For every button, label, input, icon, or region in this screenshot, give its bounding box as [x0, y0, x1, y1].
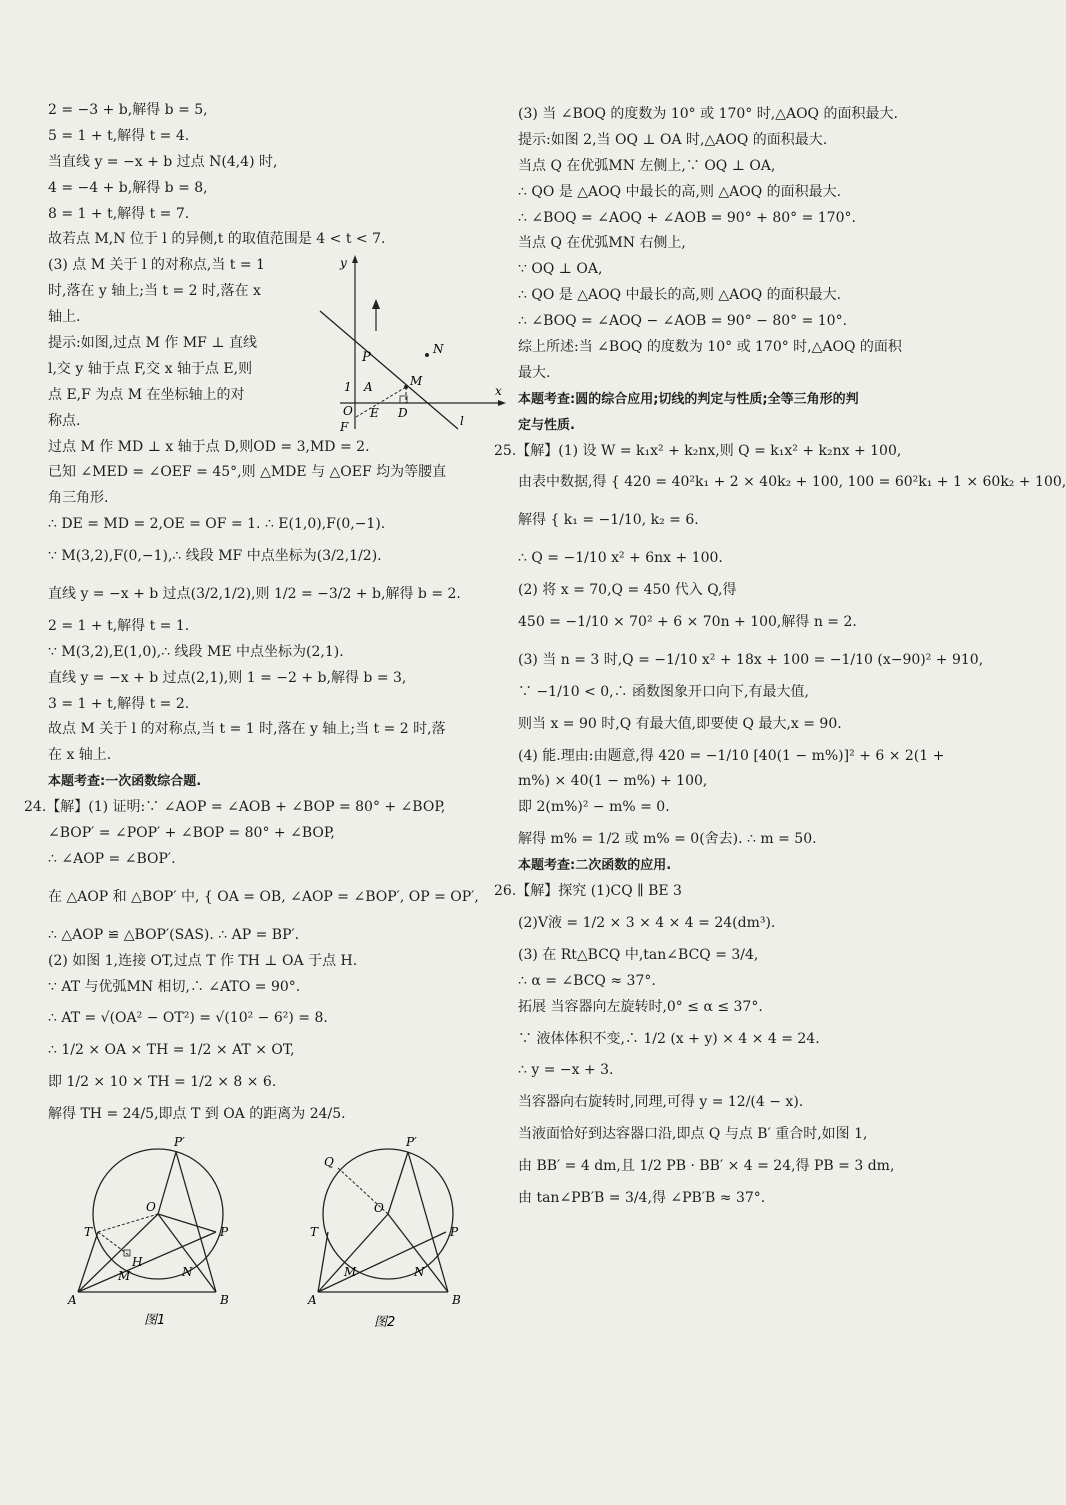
- fig1-label-b: B: [220, 1292, 229, 1307]
- text-line: (3) 当 ∠BOQ 的度数为 10° 或 170° 时,△AOQ 的面积最大.: [518, 106, 898, 122]
- topic-note: 本题考查:圆的综合应用;切线的判定与性质;全等三角形的判: [518, 391, 859, 407]
- text-line: 直线 y = −x + b 过点(2,1),则 1 = −2 + b,解得 b = 3,: [48, 669, 407, 686]
- label-y: y: [340, 256, 347, 271]
- text-line: 解得 m% = 1/2 或 m% = 0(舍去). ∴ m = 50.: [518, 831, 817, 848]
- fig1-label-h: H: [132, 1254, 143, 1269]
- question-25-heading: 25.【解】(1) 设 W = k₁x² + k₂nx,则 Q = k₁x² + k₂nx + 100,: [494, 442, 902, 459]
- text-line: 拓展 当容器向左旋转时,0° ≤ α ≤ 37°.: [518, 998, 763, 1015]
- topic-note: 本题考查:二次函数的应用.: [518, 858, 672, 874]
- figure-1: [67, 1135, 229, 1328]
- text-line: 8 = 1 + t,解得 t = 7.: [48, 205, 190, 222]
- text-line: (2)V液 = 1/2 × 3 × 4 × 4 = 24(dm³).: [518, 914, 776, 931]
- text-line: ∴ DE = MD = 2,OE = OF = 1. ∴ E(1,0),F(0,−1).: [48, 516, 386, 533]
- coordinate-figure: [310, 253, 510, 433]
- text-line: 3 = 1 + t,解得 t = 2.: [48, 695, 190, 712]
- text-line: (3) 点 M 关于 l 的对称点,当 t = 1: [48, 257, 265, 274]
- text-line: 2 = −3 + b,解得 b = 5,: [48, 102, 208, 118]
- x-axis-arrow: [498, 400, 506, 406]
- fig1-label-m: M: [118, 1268, 131, 1283]
- text-line: ∵ M(3,2),E(1,0),∴ 线段 ME 中点坐标为(2,1).: [48, 643, 344, 660]
- line-l: [320, 311, 458, 429]
- fig1-label-t: T: [84, 1224, 93, 1239]
- text-line: ∵ AT 与优弧MN 相切,∴ ∠ATO = 90°.: [48, 978, 301, 995]
- label-p: P: [362, 350, 371, 366]
- label-o: O: [343, 404, 353, 419]
- fig2-label-a: A: [308, 1292, 317, 1307]
- text-line: 即 1/2 × 10 × TH = 1/2 × 8 × 6.: [48, 1074, 277, 1091]
- text-line: 直线 y = −x + b 过点(3/2,1/2),则 1/2 = −3/2 + b,解得 b = 2.: [48, 586, 461, 603]
- text-line: 点 E,F 为点 M 在坐标轴上的对: [48, 386, 245, 403]
- text-line: 提示:如图,过点 M 作 MF ⊥ 直线: [48, 335, 257, 352]
- text-line: ∠BOP′ = ∠POP′ + ∠BOP = 80° + ∠BOP,: [48, 825, 335, 842]
- label-x: x: [495, 384, 502, 399]
- topic-note: 定与性质.: [518, 417, 575, 433]
- text-line: 故若点 M,N 位于 l 的异侧,t 的取值范围是 4 < t < 7.: [48, 231, 386, 248]
- wrapped-section: [48, 253, 510, 434]
- fig2-label-m: M: [344, 1264, 357, 1279]
- text-line: (2) 将 x = 70,Q = 450 代入 Q,得: [518, 582, 737, 599]
- text-line: 即 2(m%)² − m% = 0.: [518, 799, 670, 816]
- point-n: [425, 353, 429, 357]
- question-24-heading: 24.【解】(1) 证明:∵ ∠AOP = ∠AOB + ∠BOP = 80° + ∠BOP,: [24, 799, 446, 816]
- label-n: N: [433, 342, 444, 357]
- fig1-label-n: N: [182, 1264, 193, 1279]
- circle-figures: [48, 1132, 488, 1332]
- text-line: m%) × 40(1 − m%) + 100,: [518, 773, 708, 790]
- text-line: 由表中数据,得 { 420 = 40²k₁ + 2 × 40k₂ + 100, 100 = 60²k₁ + 1 × 60k₂ + 100,: [518, 474, 1066, 491]
- text-line: ∵ OQ ⊥ OA,: [518, 261, 603, 278]
- fig2-label-b: B: [452, 1292, 461, 1307]
- text-line: 过点 M 作 MD ⊥ x 轴于点 D,则OD = 3,MD = 2.: [48, 438, 370, 455]
- text-line: 提示:如图 2,当 OQ ⊥ OA 时,△AOQ 的面积最大.: [518, 131, 828, 148]
- fig1-label-a: A: [68, 1292, 77, 1307]
- text-line: 当容器向右旋转时,同理,可得 y = 12/(4 − x).: [518, 1094, 804, 1111]
- text-line: 在 △AOP 和 △BOP′ 中, { OA = OB, ∠AOP = ∠BOP′, OP = OP′,: [48, 888, 479, 905]
- point-m: [404, 385, 408, 389]
- text-line: 则当 x = 90 时,Q 有最大值,即要使 Q 最大,x = 90.: [518, 715, 842, 732]
- text-line: l,交 y 轴于点 F,交 x 轴于点 E,则: [48, 360, 253, 377]
- label-e: E: [370, 406, 379, 421]
- fig1-label-o: O: [146, 1199, 156, 1214]
- text-line: 2 = 1 + t,解得 t = 1.: [48, 617, 190, 634]
- text-line: 由 tan∠PB′B = 3/4,得 ∠PB′B ≈ 37°.: [518, 1189, 766, 1206]
- text-line: 4 = −4 + b,解得 b = 8,: [48, 179, 208, 196]
- text-line: 由 BB′ = 4 dm,且 1/2 PB · BB′ × 4 = 24,得 PB = 3 dm,: [518, 1158, 895, 1175]
- text-line: ∵ 液体体积不变,∴ 1/2 (x + y) × 4 × 4 = 24.: [518, 1030, 820, 1047]
- text-line: ∴ α = ∠BCQ ≈ 37°.: [518, 972, 656, 989]
- text-line: (3) 当 n = 3 时,Q = −1/10 x² + 18x + 100 = −1/10 (x−90)² + 910,: [518, 651, 984, 668]
- text-line: ∴ ∠AOP = ∠BOP′.: [48, 850, 176, 867]
- text-line: (2) 如图 1,连接 OT,过点 T 作 TH ⊥ OA 于点 H.: [48, 952, 358, 969]
- text-line: 称点.: [48, 412, 81, 429]
- text-line: ∴ QO 是 △AOQ 中最长的高,则 △AOQ 的面积最大.: [518, 183, 842, 200]
- text-line: 角三角形.: [48, 490, 109, 507]
- fig2-label-o: O: [374, 1200, 384, 1215]
- text-line: 450 = −1/10 × 70² + 6 × 70n + 100,解得 n = 2.: [518, 614, 857, 631]
- text-line: 当液面恰好到达容器口沿,即点 Q 与点 B′ 重合时,如图 1,: [518, 1126, 868, 1143]
- left-column: [24, 98, 510, 1332]
- fig2-label-q: Q: [324, 1154, 334, 1169]
- text-line: (3) 在 Rt△BCQ 中,tan∠BCQ = 3/4,: [518, 946, 759, 963]
- text-line: 当点 Q 在优弧MN 右侧上,: [518, 235, 686, 252]
- right-column: [494, 102, 1066, 1212]
- text-line: 5 = 1 + t,解得 t = 4.: [48, 127, 190, 144]
- text-line: ∵ −1/10 < 0,∴ 函数图象开口向下,有最大值,: [518, 683, 809, 700]
- text-line: 综上所述:当 ∠BOQ 的度数为 10° 或 170° 时,△AOQ 的面积: [518, 339, 902, 356]
- y-axis-arrow: [352, 255, 358, 263]
- text-line: 已知 ∠MED = ∠OEF = 45°,则 △MDE 与 △OEF 均为等腰直: [48, 464, 447, 481]
- text-line: 在 x 轴上.: [48, 747, 112, 764]
- text-line: ∴ Q = −1/10 x² + 6nx + 100.: [518, 550, 723, 567]
- fig2-label-t: T: [310, 1224, 319, 1239]
- fig1-label-p: P: [220, 1224, 229, 1239]
- fig1-caption: 图1: [144, 1312, 166, 1328]
- label-a: A: [364, 380, 373, 395]
- text-line: ∴ 1/2 × OA × TH = 1/2 × AT × OT,: [48, 1042, 295, 1059]
- text-line: ∴ AT = √(OA² − OT²) = √(10² − 6²) = 8.: [48, 1010, 328, 1027]
- text-line: ∴ ∠BOQ = ∠AOQ − ∠AOB = 90° − 80° = 10°.: [518, 313, 848, 330]
- text-line: ∴ ∠BOQ = ∠AOQ + ∠AOB = 90° + 80° = 170°.: [518, 209, 856, 226]
- text-line: 轴上.: [48, 309, 81, 326]
- text-line: 当直线 y = −x + b 过点 N(4,4) 时,: [48, 153, 278, 170]
- text-line: 故点 M 关于 l 的对称点,当 t = 1 时,落在 y 轴上;当 t = 2 时,落: [48, 721, 446, 738]
- text-line: 解得 TH = 24/5,即点 T 到 OA 的距离为 24/5.: [48, 1106, 346, 1123]
- label-f: F: [340, 420, 349, 435]
- fig2-label-pprime: P′: [406, 1134, 417, 1149]
- text-line: (4) 能.理由:由题意,得 420 = −1/10 [40(1 − m%)]² + 6 × 2(1 +: [518, 747, 945, 764]
- text-line: 解得 { k₁ = −1/10, k₂ = 6.: [518, 512, 699, 529]
- label-d: D: [398, 406, 408, 421]
- topic-note: 本题考查:一次函数综合题.: [48, 774, 202, 790]
- label-m: M: [410, 374, 423, 389]
- text-line: 最大.: [518, 364, 551, 381]
- text-line: ∴ △AOP ≌ △BOP′(SAS). ∴ AP = BP′.: [48, 926, 300, 943]
- fig2-label-n: N: [414, 1264, 425, 1279]
- question-26-heading: 26.【解】探究 (1)CQ ∥ BE 3: [494, 883, 682, 900]
- text-line: ∴ y = −x + 3.: [518, 1062, 614, 1079]
- fig1-label-pprime: P′: [174, 1134, 185, 1149]
- fig2-caption: 图2: [374, 1314, 396, 1330]
- text-line: ∴ QO 是 △AOQ 中最长的高,则 △AOQ 的面积最大.: [518, 287, 842, 304]
- figure-2: [307, 1135, 461, 1330]
- text-line: 当点 Q 在优弧MN 左侧上,∵ OQ ⊥ OA,: [518, 157, 776, 174]
- text-line: 时,落在 y 轴上;当 t = 2 时,落在 x: [48, 283, 261, 300]
- label-one: 1: [344, 380, 352, 395]
- label-l: l: [460, 414, 464, 429]
- fig2-label-p: P: [450, 1224, 459, 1239]
- up-arrow-head: [372, 299, 380, 309]
- text-line: ∵ M(3,2),F(0,−1),∴ 线段 MF 中点坐标为(3/2,1/2).: [48, 548, 382, 565]
